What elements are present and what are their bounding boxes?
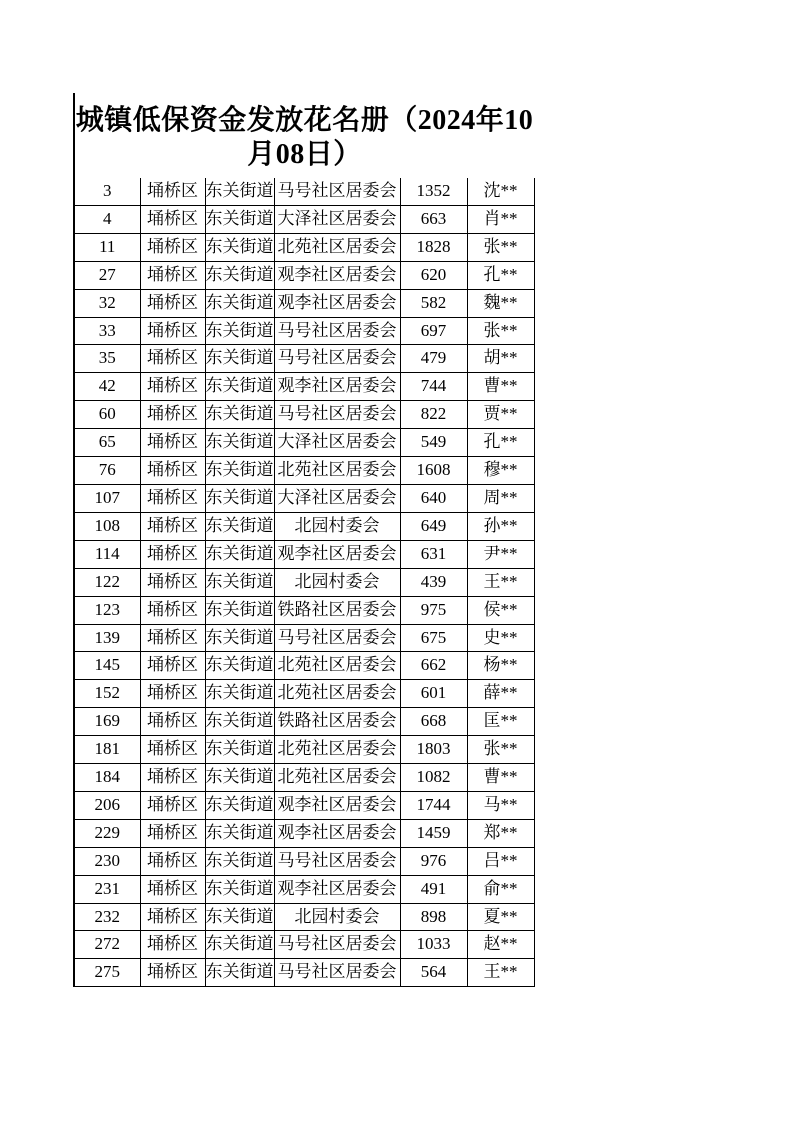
cell-community: 马号社区居委会 [274, 624, 400, 652]
cell-district: 埇桥区 [140, 596, 205, 624]
cell-name: 张** [467, 317, 534, 345]
cell-amount: 1082 [400, 764, 467, 792]
cell-community: 北苑社区居委会 [274, 736, 400, 764]
cell-name: 肖** [467, 205, 534, 233]
cell-amount: 631 [400, 540, 467, 568]
cell-community: 观李社区居委会 [274, 819, 400, 847]
cell-amount: 744 [400, 373, 467, 401]
cell-number: 42 [75, 373, 140, 401]
cell-amount: 620 [400, 261, 467, 289]
table-row [75, 959, 534, 987]
document-page [73, 93, 534, 987]
cell-street: 东关街道 [205, 736, 274, 764]
cell-number: 76 [75, 457, 140, 485]
cell-name: 曹** [467, 373, 534, 401]
cell-community: 马号社区居委会 [274, 401, 400, 429]
cell-number: 107 [75, 484, 140, 512]
cell-district: 埇桥区 [140, 847, 205, 875]
cell-district: 埇桥区 [140, 764, 205, 792]
cell-community: 北苑社区居委会 [274, 764, 400, 792]
cell-amount: 898 [400, 903, 467, 931]
table-row [75, 708, 534, 736]
cell-amount: 1033 [400, 931, 467, 959]
cell-amount: 663 [400, 205, 467, 233]
cell-district: 埇桥区 [140, 289, 205, 317]
cell-name: 曹** [467, 764, 534, 792]
cell-community: 大泽社区居委会 [274, 205, 400, 233]
cell-community: 北苑社区居委会 [274, 457, 400, 485]
cell-number: 108 [75, 512, 140, 540]
cell-community: 马号社区居委会 [274, 317, 400, 345]
cell-amount: 479 [400, 345, 467, 373]
cell-name: 夏** [467, 903, 534, 931]
cell-number: 145 [75, 652, 140, 680]
table-row [75, 261, 534, 289]
table-row [75, 289, 534, 317]
cell-amount: 1744 [400, 791, 467, 819]
cell-community: 北苑社区居委会 [274, 652, 400, 680]
cell-district: 埇桥区 [140, 708, 205, 736]
cell-name: 吕** [467, 847, 534, 875]
cell-amount: 662 [400, 652, 467, 680]
cell-amount: 601 [400, 680, 467, 708]
cell-community: 北园村委会 [274, 568, 400, 596]
cell-street: 东关街道 [205, 568, 274, 596]
table-row [75, 345, 534, 373]
cell-name: 张** [467, 736, 534, 764]
document-title [75, 93, 534, 178]
cell-name: 侯** [467, 596, 534, 624]
cell-number: 169 [75, 708, 140, 736]
cell-amount: 1459 [400, 819, 467, 847]
table-row [75, 317, 534, 345]
cell-name: 周** [467, 484, 534, 512]
cell-name: 孔** [467, 429, 534, 457]
cell-community: 马号社区居委会 [274, 847, 400, 875]
cell-name: 穆** [467, 457, 534, 485]
cell-street: 东关街道 [205, 233, 274, 261]
table-row [75, 429, 534, 457]
cell-district: 埇桥区 [140, 261, 205, 289]
cell-name: 孙** [467, 512, 534, 540]
cell-street: 东关街道 [205, 680, 274, 708]
cell-number: 231 [75, 875, 140, 903]
cell-amount: 675 [400, 624, 467, 652]
table-row [75, 484, 534, 512]
cell-amount: 649 [400, 512, 467, 540]
table-row [75, 512, 534, 540]
cell-street: 东关街道 [205, 875, 274, 903]
roster-table-body [75, 178, 534, 987]
cell-name: 贾** [467, 401, 534, 429]
cell-number: 35 [75, 345, 140, 373]
cell-name: 沈** [467, 178, 534, 205]
cell-district: 埇桥区 [140, 736, 205, 764]
cell-name: 郑** [467, 819, 534, 847]
cell-district: 埇桥区 [140, 568, 205, 596]
table-row [75, 373, 534, 401]
cell-number: 206 [75, 791, 140, 819]
cell-community: 北苑社区居委会 [274, 233, 400, 261]
cell-amount: 582 [400, 289, 467, 317]
cell-district: 埇桥区 [140, 903, 205, 931]
table-row [75, 596, 534, 624]
cell-street: 东关街道 [205, 205, 274, 233]
table-row [75, 233, 534, 261]
cell-community: 观李社区居委会 [274, 261, 400, 289]
table-row [75, 819, 534, 847]
cell-number: 184 [75, 764, 140, 792]
cell-district: 埇桥区 [140, 931, 205, 959]
cell-district: 埇桥区 [140, 624, 205, 652]
table-row [75, 764, 534, 792]
cell-number: 33 [75, 317, 140, 345]
table-row [75, 736, 534, 764]
cell-name: 孔** [467, 261, 534, 289]
cell-community: 观李社区居委会 [274, 289, 400, 317]
cell-street: 东关街道 [205, 429, 274, 457]
cell-number: 152 [75, 680, 140, 708]
roster-table [75, 178, 535, 987]
cell-district: 埇桥区 [140, 819, 205, 847]
cell-street: 东关街道 [205, 178, 274, 205]
table-row [75, 205, 534, 233]
cell-amount: 1803 [400, 736, 467, 764]
cell-amount: 1352 [400, 178, 467, 205]
cell-street: 东关街道 [205, 791, 274, 819]
cell-amount: 491 [400, 875, 467, 903]
cell-street: 东关街道 [205, 596, 274, 624]
cell-amount: 976 [400, 847, 467, 875]
cell-street: 东关街道 [205, 764, 274, 792]
cell-district: 埇桥区 [140, 345, 205, 373]
cell-district: 埇桥区 [140, 317, 205, 345]
cell-name: 王** [467, 959, 534, 987]
cell-amount: 549 [400, 429, 467, 457]
cell-name: 俞** [467, 875, 534, 903]
title-line-2: 月08日） [247, 139, 362, 170]
cell-name: 马** [467, 791, 534, 819]
cell-street: 东关街道 [205, 289, 274, 317]
cell-street: 东关街道 [205, 540, 274, 568]
cell-name: 魏** [467, 289, 534, 317]
cell-amount: 640 [400, 484, 467, 512]
table-row [75, 540, 534, 568]
cell-number: 229 [75, 819, 140, 847]
cell-community: 大泽社区居委会 [274, 484, 400, 512]
cell-amount: 439 [400, 568, 467, 596]
cell-amount: 564 [400, 959, 467, 987]
cell-street: 东关街道 [205, 401, 274, 429]
cell-amount: 975 [400, 596, 467, 624]
cell-name: 杨** [467, 652, 534, 680]
cell-number: 3 [75, 178, 140, 205]
cell-number: 122 [75, 568, 140, 596]
table-row [75, 847, 534, 875]
cell-name: 张** [467, 233, 534, 261]
table-row [75, 568, 534, 596]
cell-street: 东关街道 [205, 317, 274, 345]
cell-street: 东关街道 [205, 819, 274, 847]
cell-street: 东关街道 [205, 457, 274, 485]
cell-number: 114 [75, 540, 140, 568]
cell-community: 观李社区居委会 [274, 373, 400, 401]
cell-street: 东关街道 [205, 261, 274, 289]
cell-community: 铁路社区居委会 [274, 708, 400, 736]
cell-street: 东关街道 [205, 512, 274, 540]
cell-number: 11 [75, 233, 140, 261]
cell-number: 4 [75, 205, 140, 233]
table-row [75, 680, 534, 708]
table-row [75, 903, 534, 931]
cell-community: 观李社区居委会 [274, 875, 400, 903]
cell-community: 马号社区居委会 [274, 959, 400, 987]
cell-community: 北园村委会 [274, 903, 400, 931]
cell-street: 东关街道 [205, 847, 274, 875]
cell-name: 匡** [467, 708, 534, 736]
cell-name: 尹** [467, 540, 534, 568]
cell-number: 230 [75, 847, 140, 875]
cell-district: 埇桥区 [140, 680, 205, 708]
cell-district: 埇桥区 [140, 429, 205, 457]
cell-number: 65 [75, 429, 140, 457]
table-row [75, 652, 534, 680]
cell-number: 232 [75, 903, 140, 931]
cell-community: 铁路社区居委会 [274, 596, 400, 624]
cell-community: 北园村委会 [274, 512, 400, 540]
cell-district: 埇桥区 [140, 512, 205, 540]
cell-amount: 1828 [400, 233, 467, 261]
cell-name: 薛** [467, 680, 534, 708]
cell-number: 272 [75, 931, 140, 959]
cell-street: 东关街道 [205, 931, 274, 959]
cell-name: 史** [467, 624, 534, 652]
title-line-1: 城镇低保资金发放花名册（2024年10 [75, 105, 534, 136]
cell-street: 东关街道 [205, 903, 274, 931]
cell-street: 东关街道 [205, 959, 274, 987]
cell-street: 东关街道 [205, 652, 274, 680]
table-row [75, 624, 534, 652]
cell-community: 大泽社区居委会 [274, 429, 400, 457]
cell-district: 埇桥区 [140, 540, 205, 568]
cell-number: 123 [75, 596, 140, 624]
cell-amount: 822 [400, 401, 467, 429]
cell-street: 东关街道 [205, 373, 274, 401]
cell-district: 埇桥区 [140, 373, 205, 401]
cell-district: 埇桥区 [140, 484, 205, 512]
cell-name: 王** [467, 568, 534, 596]
cell-community: 马号社区居委会 [274, 345, 400, 373]
cell-district: 埇桥区 [140, 652, 205, 680]
cell-district: 埇桥区 [140, 791, 205, 819]
cell-street: 东关街道 [205, 708, 274, 736]
cell-community: 观李社区居委会 [274, 791, 400, 819]
cell-street: 东关街道 [205, 624, 274, 652]
cell-name: 赵** [467, 931, 534, 959]
cell-district: 埇桥区 [140, 178, 205, 205]
cell-number: 60 [75, 401, 140, 429]
cell-amount: 668 [400, 708, 467, 736]
cell-district: 埇桥区 [140, 875, 205, 903]
cell-community: 观李社区居委会 [274, 540, 400, 568]
table-row [75, 178, 534, 205]
cell-district: 埇桥区 [140, 401, 205, 429]
cell-community: 马号社区居委会 [274, 931, 400, 959]
cell-number: 181 [75, 736, 140, 764]
cell-community: 马号社区居委会 [274, 178, 400, 205]
table-row [75, 457, 534, 485]
cell-district: 埇桥区 [140, 457, 205, 485]
cell-district: 埇桥区 [140, 205, 205, 233]
table-row [75, 875, 534, 903]
cell-number: 275 [75, 959, 140, 987]
cell-name: 胡** [467, 345, 534, 373]
cell-district: 埇桥区 [140, 959, 205, 987]
cell-street: 东关街道 [205, 484, 274, 512]
cell-community: 北苑社区居委会 [274, 680, 400, 708]
table-row [75, 931, 534, 959]
cell-street: 东关街道 [205, 345, 274, 373]
cell-number: 27 [75, 261, 140, 289]
cell-district: 埇桥区 [140, 233, 205, 261]
cell-amount: 697 [400, 317, 467, 345]
table-row [75, 791, 534, 819]
cell-amount: 1608 [400, 457, 467, 485]
cell-number: 139 [75, 624, 140, 652]
table-row [75, 401, 534, 429]
cell-number: 32 [75, 289, 140, 317]
